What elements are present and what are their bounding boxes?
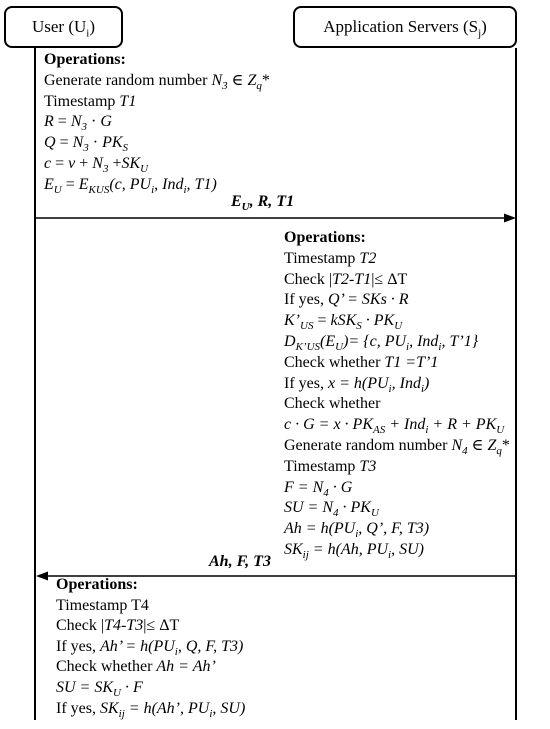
- user-operations: [44, 50, 270, 196]
- server-op-check-time: Check |T2-T1|≤ ΔT: [284, 270, 408, 288]
- server-op-compute-su: SU = $N_4 \cdot PK_U$: [284, 499, 379, 520]
- server-op-compute-f: $F = N_4 \cdot G$: [284, 478, 353, 499]
- final-op-compute-sk: If yes, $SK_{ij} = h(Ah$’, $PU_i$, SU): [56, 699, 246, 720]
- message-1-label: $E_U$, R, T1: [231, 193, 295, 214]
- user-op-encrypt: $E_U = E_{KUS}(c$, $PU_i$, Ind$_i$, T1): [44, 175, 217, 196]
- user-participant-box: [4, 6, 123, 48]
- server-op-compute-ah: $Ah = h(PU_i$, Q’, F, T3): [284, 520, 430, 541]
- user-lifeline: [34, 48, 36, 720]
- server-op-check-whether: Check whether: [284, 395, 381, 413]
- final-op-timestamp-t4: Timestamp T4: [56, 596, 149, 614]
- user-operations-header: Operations:: [44, 51, 126, 68]
- final-op-compute-ah-prime: If yes, Ah’ = $h(PU_i$, Q, F, T3): [56, 637, 244, 658]
- server-op-decrypt: $D_{K’US}(E_U)= \{c$, $PU_i$, Ind$_i$, T’1}: [284, 332, 479, 354]
- user-final-operations: [56, 575, 245, 719]
- final-op-check-ah: Check whether Ah = Ah’: [56, 658, 216, 676]
- server-op-verify-equation: $c \cdot G = x \cdot PK_{AS} + Ind_i + R + PK_U$: [284, 416, 505, 437]
- server-op-check-t1: Check whether T1 =T’1: [284, 353, 439, 371]
- user-op-compute-q: $Q = N_3 \cdot PK_S$: [44, 134, 129, 155]
- user-op-compute-c: $c = v + N_3 +SK_U$: [44, 154, 149, 176]
- user-final-operations-header: Operations:: [56, 576, 138, 593]
- server-operations: [284, 228, 510, 561]
- server-op-compute-k-us: $K’_{US} = kSK_S \cdot PK_U$: [284, 312, 403, 333]
- user-op-compute-r: $R = N_3 \cdot G$: [44, 113, 112, 134]
- server-op-compute-x: If yes, $x = h(PU_i$, Ind$_i$): [284, 374, 430, 395]
- user-op-timestamp-t1: Timestamp T1: [44, 92, 137, 110]
- user-op-generate-n3: Generate random number $N_3$ ∈ $Z_q*$: [44, 71, 270, 92]
- server-op-timestamp-t2: Timestamp T2: [284, 249, 377, 267]
- message-1-arrow: [34, 211, 518, 225]
- server-op-compute-sk: $SK_{ij} = h(Ah$, $PU_i$, SU): [284, 540, 424, 562]
- final-op-compute-su: SU = $SK_U \cdot F$: [56, 678, 143, 700]
- final-op-check-time: Check |T4-T3|≤ ΔT: [56, 617, 180, 635]
- server-lifeline: [515, 48, 517, 720]
- server-op-compute-q-prime: If yes, Q’ = SKs · R: [284, 291, 409, 309]
- server-op-generate-n4: Generate random number $N_4$ ∈ $Z_q*$: [284, 436, 510, 458]
- server-participant-label: Application Servers $(S_j)$: [323, 17, 487, 40]
- user-participant-label: User $(U_i)$: [31, 17, 96, 40]
- server-op-timestamp-t3: Timestamp T3: [284, 457, 377, 475]
- message-2-label: Ah, F, T3: [209, 553, 271, 570]
- server-participant-box: [293, 6, 517, 48]
- server-operations-header: Operations:: [284, 229, 366, 246]
